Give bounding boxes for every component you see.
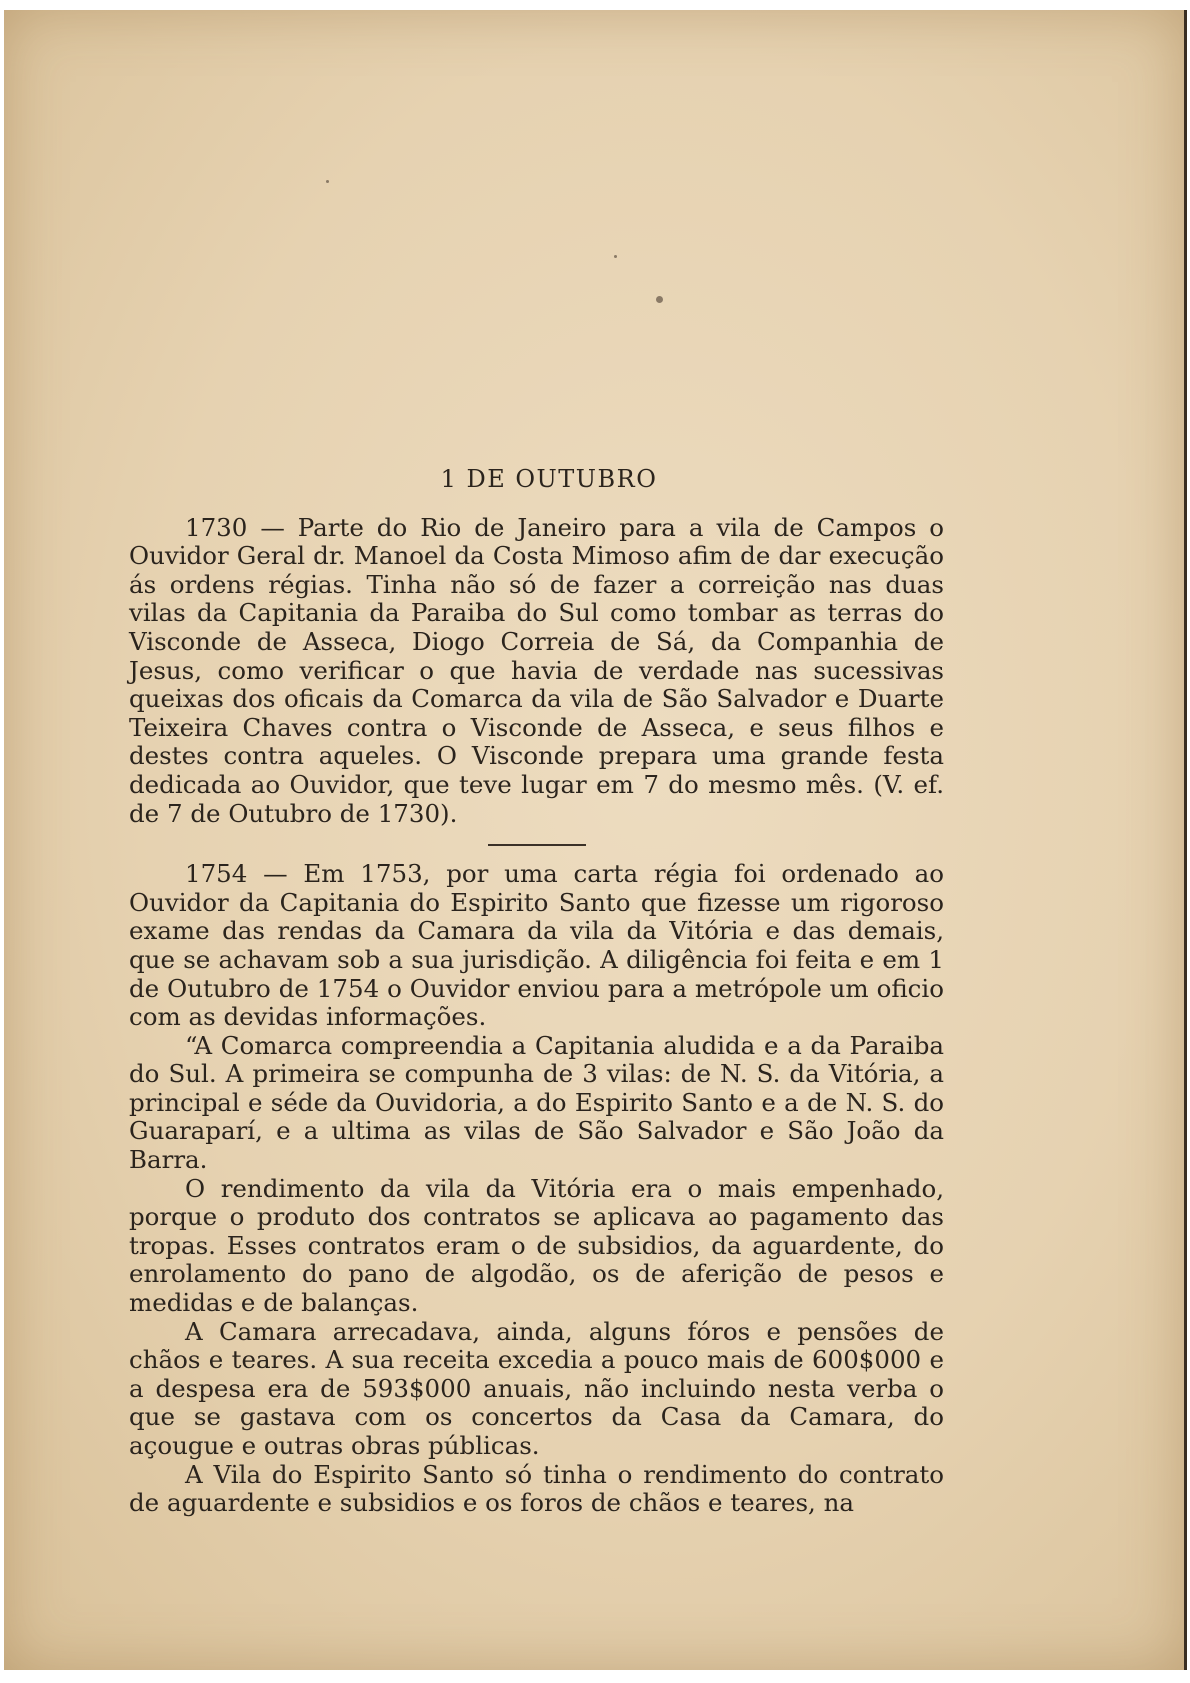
page-text — [129, 465, 944, 1518]
paragraph-1754: 1754 — Em 1753, por uma carta régia foi ordenado ao Ouvidor da Capitania do Espirito Santo que fizesse um rigoroso exame das rendas da Camara da vila da Vitória e das demais, que se achavam sob a sua jurisdição. A diligência foi feita e em 1 de Outubro de 1754 o Ouvidor enviou para a metrópole um oficio com as devidas informações. — [129, 859, 944, 1032]
paragraph-camara: A Camara arrecadava, ainda, alguns fóros e pensões de chãos e teares. A sua receita excedia a pouco mais de 600$000 e a despesa era de 593$000 anuais, não incluindo nesta verba o que se gastava com os concertos da Casa da Camara, do açougue e outras obras públicas. — [129, 1316, 944, 1460]
section-divider — [488, 844, 586, 846]
paragraph-espirito-santo: A Vila do Espirito Santo só tinha o rendimento do contrato de aguardente e subsidios e os foros de chãos e teares, na — [129, 1459, 944, 1518]
paper-speck — [614, 255, 617, 258]
paper-speck — [326, 180, 329, 183]
paragraph-1730: 1730 — Parte do Rio de Janeiro para a vila de Campos o Ouvidor Geral dr. Manoel da Costa Mimoso afim de dar execução ás ordens régias. Tinha não só de fazer a correição nas duas vilas da Capitania da Paraiba do Sul como tombar as terras do Visconde de Asseca, Diogo Correia de Sá, da Companhia de Jesus, como verificar o que havia de verdade nas sucessivas queixas dos oficais da Comarca da vila de São Salvador e Duarte Teixeira Chaves contra o Visconde de Asseca, e seus filhos e destes contra aqueles. O Visconde prepara uma grande festa dedicada ao Ouvidor, que teve lugar em 7 do mesmo mês. (V. ef. de 7 de Outubro de 1730). — [129, 512, 944, 828]
paper-speck — [656, 296, 663, 303]
paragraph-rendimento: O rendimento da vila da Vitória era o mais empenhado, porque o produto dos contratos se aplicava ao pagamento das tropas. Esses contratos eram o de subsidios, da aguardente, do enrolamento do pano de algodão, os de aferição de pesos e medidas e de balanças. — [129, 1173, 944, 1318]
paragraph-comarca: “A Comarca compreendia a Capitania aludida e a da Paraiba do Sul. A primeira se compunha de 3 vilas: de N. S. da Vitória, a principal e séde da Ouvidoria, a do Espirito Santo e a de N. S. do Guaraparí, e a ultima as vilas de São Salvador e São João da Barra. — [129, 1030, 944, 1175]
scanned-page — [4, 10, 1187, 1670]
page-heading: 1 DE OUTUBRO — [440, 465, 658, 493]
